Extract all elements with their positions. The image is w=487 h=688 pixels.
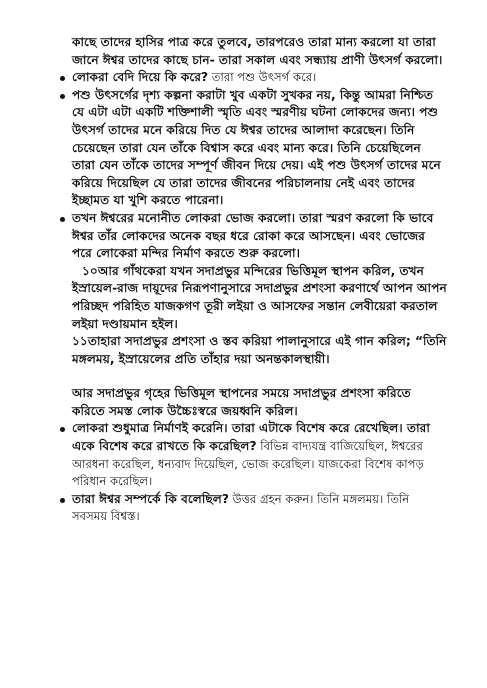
answer-text: তারা পশু উৎসর্গ করে। (208, 70, 317, 85)
bullet-sacrifice-meaning: পশু উৎসর্গের দৃশ্য কল্পনা করাটা খুব একটা সুখকর নয়, কিন্তু আমরা নিশ্চিত যে এটা এটা একটি শক্তিশালী স্মৃতি এবং স্মরণীয় ঘটনা লোকদের জন্য। পশু উৎসর্গ তাদের মনে করিয়ে দিত যে ঈশ্বর তাদের আলাদা করেছেন। তিনি চেয়েছেন তারা যেন তাঁকে বিশ্বাস করে এবং মান্য করে। তিনি চেয়েছিলেন তারা যেন তাঁকে তাদের সম্পূর্ণ জীবন দিয়ে দেয়। এই পশু উৎসর্গ তাদের মনে করিয়ে দিয়েছিল যে তারা তাদের জীবনের পরিচালনায় নেই এবং তাদের ইচ্ছামত যা খুশি করতে পারেনা। (72, 87, 447, 210)
bullet-altar-question (72, 69, 447, 87)
paragraph-offering-intro: কাছে তাদের হাসির পাত্র করে তুলবে, তারপরেও তারা মান্য করলো যা তারা জানে ঈশ্বর তাদের কাছে চান- তারা সকাল এবং সন্ধ্যায় প্রাণী উৎসর্গ করলো। (72, 35, 443, 67)
bullet-special-question (72, 420, 447, 490)
answer-text: উত্তর গ্রহন করুন। তিনি মঙ্গলময়। তিনি সবসময় বিশ্বস্ত। (72, 491, 410, 524)
paragraph-foundation-praise: আর সদাপ্রভুর গৃহের ভিত্তিমূল স্থাপনের সময়ে সদাপ্রভুর প্রশংসা করিতে করিতে সমস্ত লোক উচ্চৈঃস্বরে জয়ধ্বনি করিল। (72, 386, 411, 418)
question-text: তারা ঈশ্বর সম্পর্কে কি বলেছিল? (72, 491, 229, 506)
bullet-god-question (72, 491, 447, 526)
verse-10: ১০আর গাঁথকেরা যখন সদাপ্রভুর মন্দিরের ভিত্তিমূল স্থাপন করিল, তখন ইস্রায়েল-রাজ দায়ূদের নিরূপণানুসারে সদাপ্রভুর প্রশংসা করণার্থে আপন আপন পরিচ্ছদ পরিহিত যাজকগণ তূরী লইয়া ও আসফের সন্তান লেবীয়েরা করতাল লইয়া দণ্ডায়মান হইল। (72, 263, 447, 331)
answer-text: বিভিন্ন বাদ্যযন্ত্র বাজিয়েছিল, ঈশ্বরের আরধনা করেছিল, ধন্যবাদ দিয়েছিল, ভোজ করেছিল। যাজকেরা বিশেষ কাপড় পরিধান করেছিল। (72, 439, 424, 489)
question-text: লোকরা বেদি দিয়ে কি করে? (72, 70, 209, 85)
bullet-feast: তখন ঈশ্বরের মনোনীত লোকরা ভোজ করলো। তারা স্মরণ করলো কি ভাবে ঈশ্বর তাঁর লোকদের অনেক বছর ধরে রোকা করে আসছেন। এবং ভোজের পরে লোকেরা মন্দির নির্মাণ করতে শুরু করলো। (72, 210, 447, 263)
verse-11: ১১তাহারা সদাপ্রভুর প্রশংসা ও স্তব করিয়া পালানুসারে এই গান করিল; “তিনি মঙ্গলময়, ইস্রায়েলের প্রতি তাঁহার দয়া অনন্তকালস্থায়ী। (72, 334, 447, 366)
question-text: লোকরা শুধুমাত্র নির্মাণই করেনি। তারা এটাকে বিশেষ করে রেখেছিল। তারা একে বিশেষ করে রাখতে কি করেছিল? (72, 421, 430, 454)
paragraph-gap (72, 368, 447, 385)
